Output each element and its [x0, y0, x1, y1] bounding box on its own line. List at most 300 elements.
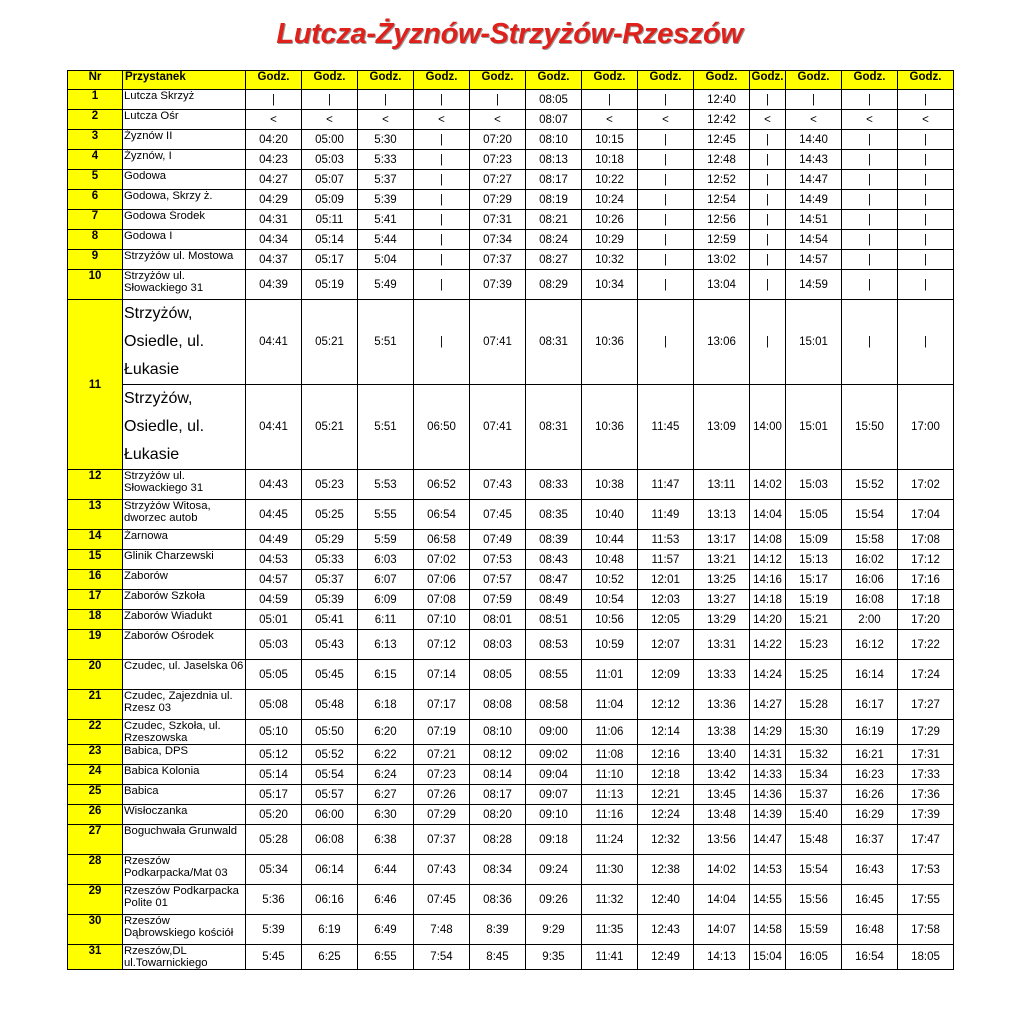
table-row — [68, 885, 954, 915]
departure-time: 04:27 — [246, 170, 302, 190]
departure-time: < — [582, 110, 638, 130]
departure-time: 09:07 — [526, 785, 582, 805]
departure-time: 11:06 — [582, 720, 638, 745]
departure-time: 15:13 — [786, 550, 842, 570]
departure-time: 6:27 — [358, 785, 414, 805]
departure-time: | — [638, 90, 694, 110]
departure-time: < — [302, 110, 358, 130]
departure-time: 06:14 — [302, 855, 358, 885]
departure-time: 15:17 — [786, 570, 842, 590]
table-row — [68, 250, 954, 270]
departure-time: 13:06 — [694, 300, 750, 385]
table-row — [68, 300, 954, 385]
departure-time: | — [750, 270, 786, 300]
departure-time: 07:12 — [414, 630, 470, 660]
departure-time: | — [414, 210, 470, 230]
departure-time: 14:43 — [786, 150, 842, 170]
departure-time: 07:34 — [470, 230, 526, 250]
stop-name: Strzyżów ul. Słowackiego 31 — [123, 470, 246, 500]
departure-time: 8:39 — [470, 915, 526, 945]
departure-time: 05:29 — [302, 530, 358, 550]
stop-number: 10 — [68, 270, 123, 300]
stop-name: Babica Kolonia — [123, 765, 246, 785]
departure-time: 10:59 — [582, 630, 638, 660]
departure-time: 13:45 — [694, 785, 750, 805]
departure-time: | — [638, 170, 694, 190]
departure-time: 14:00 — [750, 385, 786, 470]
departure-time: 6:07 — [358, 570, 414, 590]
departure-time: 7:54 — [414, 945, 470, 970]
header-time: Godz. — [750, 71, 786, 90]
table-row — [68, 190, 954, 210]
departure-time: 12:09 — [638, 660, 694, 690]
departure-time: 16:48 — [842, 915, 898, 945]
stop-name: Wisłoczanka — [123, 805, 246, 825]
departure-time: 05:21 — [302, 300, 358, 385]
departure-time: 18:05 — [898, 945, 954, 970]
stop-number: 17 — [68, 590, 123, 610]
departure-time: 16:17 — [842, 690, 898, 720]
table-row — [68, 270, 954, 300]
departure-time: | — [898, 150, 954, 170]
departure-time: 15:40 — [786, 805, 842, 825]
departure-time: 04:34 — [246, 230, 302, 250]
departure-time: < — [358, 110, 414, 130]
departure-time: 15:59 — [786, 915, 842, 945]
departure-time: 16:05 — [786, 945, 842, 970]
departure-time: 12:01 — [638, 570, 694, 590]
departure-time: | — [842, 270, 898, 300]
departure-time: 05:25 — [302, 500, 358, 530]
departure-time: 13:17 — [694, 530, 750, 550]
departure-time: 07:49 — [470, 530, 526, 550]
header-stop: Przystanek — [123, 71, 246, 90]
table-row — [68, 630, 954, 660]
departure-time: 17:55 — [898, 885, 954, 915]
stop-number: 24 — [68, 765, 123, 785]
header-time: Godz. — [582, 71, 638, 90]
departure-time: 2:00 — [842, 610, 898, 630]
departure-time: 08:12 — [470, 745, 526, 765]
stop-number: 27 — [68, 825, 123, 855]
departure-time: 14:07 — [694, 915, 750, 945]
departure-time: 12:21 — [638, 785, 694, 805]
departure-time: 6:15 — [358, 660, 414, 690]
departure-time: 14:04 — [750, 500, 786, 530]
header-time: Godz. — [638, 71, 694, 90]
departure-time: 13:09 — [694, 385, 750, 470]
departure-time: 07:02 — [414, 550, 470, 570]
departure-time: 11:13 — [582, 785, 638, 805]
table-row — [68, 90, 954, 110]
departure-time: 15:05 — [786, 500, 842, 530]
departure-time: 5:33 — [358, 150, 414, 170]
departure-time: 05:57 — [302, 785, 358, 805]
departure-time: | — [842, 300, 898, 385]
table-row — [68, 945, 954, 970]
departure-time: 10:34 — [582, 270, 638, 300]
departure-time: | — [750, 170, 786, 190]
departure-time: 15:28 — [786, 690, 842, 720]
departure-time: 09:04 — [526, 765, 582, 785]
departure-time: 05:11 — [302, 210, 358, 230]
departure-time: 11:30 — [582, 855, 638, 885]
departure-time: 14:47 — [786, 170, 842, 190]
departure-time: | — [638, 190, 694, 210]
departure-time: | — [842, 90, 898, 110]
stop-name: Czudec, Zajezdnia ul. Rzesz 03 — [123, 690, 246, 720]
departure-time: 16:29 — [842, 805, 898, 825]
stop-number: 31 — [68, 945, 123, 970]
departure-time: 15:21 — [786, 610, 842, 630]
table-row — [68, 130, 954, 150]
departure-time: 04:20 — [246, 130, 302, 150]
departure-time: 12:24 — [638, 805, 694, 825]
departure-time: 05:17 — [246, 785, 302, 805]
departure-time: 07:43 — [414, 855, 470, 885]
departure-time: 10:44 — [582, 530, 638, 550]
table-row — [68, 210, 954, 230]
stop-number: 14 — [68, 530, 123, 550]
departure-time: 10:32 — [582, 250, 638, 270]
departure-time: 04:31 — [246, 210, 302, 230]
departure-time: 16:43 — [842, 855, 898, 885]
departure-time: 10:18 — [582, 150, 638, 170]
departure-time: 05:08 — [246, 690, 302, 720]
departure-time: 14:04 — [694, 885, 750, 915]
departure-time: 05:01 — [246, 610, 302, 630]
departure-time: 5:39 — [358, 190, 414, 210]
stop-name: Strzyżów ul. Słowackiego 31 — [123, 270, 246, 300]
departure-time: 05:48 — [302, 690, 358, 720]
departure-time: 17:04 — [898, 500, 954, 530]
table-row — [68, 690, 954, 720]
departure-time: 08:10 — [526, 130, 582, 150]
table-row — [68, 825, 954, 855]
departure-time: 13:48 — [694, 805, 750, 825]
departure-time: 07:27 — [470, 170, 526, 190]
departure-time: 5:39 — [246, 915, 302, 945]
departure-time: 07:29 — [414, 805, 470, 825]
departure-time: 5:49 — [358, 270, 414, 300]
departure-time: < — [246, 110, 302, 130]
table-row — [68, 805, 954, 825]
departure-time: 06:50 — [414, 385, 470, 470]
departure-time: 07:26 — [414, 785, 470, 805]
departure-time: 16:12 — [842, 630, 898, 660]
departure-time: 12:05 — [638, 610, 694, 630]
departure-time: 08:35 — [526, 500, 582, 530]
departure-time: 15:25 — [786, 660, 842, 690]
departure-time: | — [638, 210, 694, 230]
departure-time: 5:59 — [358, 530, 414, 550]
departure-time: 13:11 — [694, 470, 750, 500]
departure-time: 05:09 — [302, 190, 358, 210]
stop-name: Strzyżów Witosa, dworzec autob — [123, 500, 246, 530]
departure-time: 12:14 — [638, 720, 694, 745]
departure-time: 05:05 — [246, 660, 302, 690]
table-row — [68, 855, 954, 885]
departure-time: 6:46 — [358, 885, 414, 915]
departure-time: 6:22 — [358, 745, 414, 765]
stop-number: 8 — [68, 230, 123, 250]
departure-time: 08:01 — [470, 610, 526, 630]
departure-time: 11:32 — [582, 885, 638, 915]
departure-time: 14:27 — [750, 690, 786, 720]
departure-time: | — [414, 170, 470, 190]
departure-time: 08:47 — [526, 570, 582, 590]
departure-time: 06:00 — [302, 805, 358, 825]
table-row — [68, 590, 954, 610]
departure-time: | — [898, 90, 954, 110]
departure-time: 16:06 — [842, 570, 898, 590]
departure-time: 14:12 — [750, 550, 786, 570]
departure-time: | — [638, 300, 694, 385]
departure-time: | — [898, 230, 954, 250]
departure-time: 04:23 — [246, 150, 302, 170]
departure-time: | — [842, 130, 898, 150]
departure-time: 04:41 — [246, 385, 302, 470]
departure-time: 07:59 — [470, 590, 526, 610]
table-row — [68, 915, 954, 945]
table-row — [68, 530, 954, 550]
departure-time: 14:02 — [750, 470, 786, 500]
departure-time: 04:49 — [246, 530, 302, 550]
departure-time: 06:16 — [302, 885, 358, 915]
stop-name: Strzyżów, Osiedle, ul. Łukasie — [123, 300, 246, 385]
departure-time: 14:31 — [750, 745, 786, 765]
departure-time: 12:56 — [694, 210, 750, 230]
departure-time: 05:07 — [302, 170, 358, 190]
stop-name: Zaborów Wiadukt — [123, 610, 246, 630]
departure-time: | — [414, 230, 470, 250]
stop-number: 11 — [68, 300, 123, 470]
departure-time: | — [898, 190, 954, 210]
departure-time: | — [842, 250, 898, 270]
stop-name: Żyznów II — [123, 130, 246, 150]
stop-number: 2 — [68, 110, 123, 130]
departure-time: 07:37 — [470, 250, 526, 270]
departure-time: 04:37 — [246, 250, 302, 270]
stop-name: Lutcza Ośr — [123, 110, 246, 130]
stop-name: Zaborów Ośrodek — [123, 630, 246, 660]
departure-time: 14:24 — [750, 660, 786, 690]
departure-time: | — [414, 90, 470, 110]
header-time: Godz. — [470, 71, 526, 90]
departure-time: 11:24 — [582, 825, 638, 855]
stop-name: Zaborów — [123, 570, 246, 590]
departure-time: | — [898, 270, 954, 300]
stop-number: 21 — [68, 690, 123, 720]
departure-time: 13:40 — [694, 745, 750, 765]
departure-time: | — [750, 130, 786, 150]
departure-time: 5:55 — [358, 500, 414, 530]
departure-time: 05:50 — [302, 720, 358, 745]
departure-time: 13:04 — [694, 270, 750, 300]
header-time: Godz. — [898, 71, 954, 90]
departure-time: 16:08 — [842, 590, 898, 610]
departure-time: 15:54 — [786, 855, 842, 885]
departure-time: 09:00 — [526, 720, 582, 745]
departure-time: 14:40 — [786, 130, 842, 150]
stop-name: Glinik Charzewski — [123, 550, 246, 570]
departure-time: 08:49 — [526, 590, 582, 610]
table-row — [68, 765, 954, 785]
departure-time: 17:24 — [898, 660, 954, 690]
table-row — [68, 570, 954, 590]
departure-time: 14:08 — [750, 530, 786, 550]
departure-time: 05:37 — [302, 570, 358, 590]
departure-time: 11:16 — [582, 805, 638, 825]
departure-time: 5:37 — [358, 170, 414, 190]
departure-time: 04:29 — [246, 190, 302, 210]
departure-time: 08:08 — [470, 690, 526, 720]
departure-time: | — [638, 250, 694, 270]
departure-time: 08:19 — [526, 190, 582, 210]
departure-time: 11:35 — [582, 915, 638, 945]
departure-time: 17:12 — [898, 550, 954, 570]
departure-time: 08:51 — [526, 610, 582, 630]
departure-time: 08:28 — [470, 825, 526, 855]
departure-time: 12:49 — [638, 945, 694, 970]
departure-time: < — [786, 110, 842, 130]
departure-time: 11:45 — [638, 385, 694, 470]
departure-time: 11:47 — [638, 470, 694, 500]
departure-time: | — [638, 150, 694, 170]
departure-time: | — [750, 90, 786, 110]
departure-time: 06:58 — [414, 530, 470, 550]
departure-time: 16:19 — [842, 720, 898, 745]
departure-time: 6:19 — [302, 915, 358, 945]
stop-name: Lutcza Skrzyż — [123, 90, 246, 110]
header-time: Godz. — [526, 71, 582, 90]
departure-time: 12:12 — [638, 690, 694, 720]
departure-time: 08:05 — [526, 90, 582, 110]
departure-time: 9:29 — [526, 915, 582, 945]
departure-time: 6:38 — [358, 825, 414, 855]
departure-time: 08:31 — [526, 385, 582, 470]
departure-time: 11:04 — [582, 690, 638, 720]
departure-time: 14:59 — [786, 270, 842, 300]
stop-number: 18 — [68, 610, 123, 630]
departure-time: 13:36 — [694, 690, 750, 720]
departure-time: 14:22 — [750, 630, 786, 660]
departure-time: 08:10 — [470, 720, 526, 745]
departure-time: | — [842, 230, 898, 250]
departure-time: 09:10 — [526, 805, 582, 825]
departure-time: 13:21 — [694, 550, 750, 570]
departure-time: 15:54 — [842, 500, 898, 530]
header-time: Godz. — [414, 71, 470, 90]
table-row — [68, 745, 954, 765]
table-row — [68, 150, 954, 170]
departure-time: 15:03 — [786, 470, 842, 500]
stop-name: Godowa Środek — [123, 210, 246, 230]
departure-time: 12:03 — [638, 590, 694, 610]
departure-time: 5:51 — [358, 385, 414, 470]
header-time: Godz. — [694, 71, 750, 90]
departure-time: 05:03 — [302, 150, 358, 170]
departure-time: 5:51 — [358, 300, 414, 385]
departure-time: | — [470, 90, 526, 110]
departure-time: 13:31 — [694, 630, 750, 660]
departure-time: 07:17 — [414, 690, 470, 720]
stop-number: 28 — [68, 855, 123, 885]
departure-time: 14:57 — [786, 250, 842, 270]
header-time: Godz. — [358, 71, 414, 90]
stop-name: Rzeszów Podkarpacka Polite 01 — [123, 885, 246, 915]
departure-time: 04:53 — [246, 550, 302, 570]
departure-time: 05:39 — [302, 590, 358, 610]
departure-time: 07:43 — [470, 470, 526, 500]
departure-time: 07:20 — [470, 130, 526, 150]
departure-time: 07:37 — [414, 825, 470, 855]
departure-time: 09:18 — [526, 825, 582, 855]
stop-number: 22 — [68, 720, 123, 745]
stop-name: Godowa I — [123, 230, 246, 250]
departure-time: 07:19 — [414, 720, 470, 745]
departure-time: 08:55 — [526, 660, 582, 690]
departure-time: 6:13 — [358, 630, 414, 660]
departure-time: 6:25 — [302, 945, 358, 970]
stop-name: Żarnowa — [123, 530, 246, 550]
table-row — [68, 230, 954, 250]
departure-time: 11:10 — [582, 765, 638, 785]
departure-time: 05:17 — [302, 250, 358, 270]
departure-time: 12:40 — [638, 885, 694, 915]
departure-time: 5:53 — [358, 470, 414, 500]
stop-number: 12 — [68, 470, 123, 500]
departure-time: | — [414, 150, 470, 170]
stop-name: Babica — [123, 785, 246, 805]
header-time: Godz. — [786, 71, 842, 90]
departure-time: 17:27 — [898, 690, 954, 720]
departure-time: 14:36 — [750, 785, 786, 805]
stop-number: 23 — [68, 745, 123, 765]
departure-time: 05:33 — [302, 550, 358, 570]
departure-time: 15:56 — [786, 885, 842, 915]
departure-time: 08:03 — [470, 630, 526, 660]
departure-time: 04:59 — [246, 590, 302, 610]
departure-time: | — [750, 230, 786, 250]
departure-time: 05:45 — [302, 660, 358, 690]
departure-time: | — [842, 210, 898, 230]
stop-number: 6 — [68, 190, 123, 210]
departure-time: 15:01 — [786, 385, 842, 470]
departure-time: 16:54 — [842, 945, 898, 970]
departure-time: 6:44 — [358, 855, 414, 885]
departure-time: 14:51 — [786, 210, 842, 230]
stop-number: 5 — [68, 170, 123, 190]
departure-time: 14:18 — [750, 590, 786, 610]
departure-time: 10:26 — [582, 210, 638, 230]
departure-time: 09:26 — [526, 885, 582, 915]
departure-time: 12:16 — [638, 745, 694, 765]
departure-time: 10:29 — [582, 230, 638, 250]
timetable — [67, 70, 954, 970]
departure-time: 10:40 — [582, 500, 638, 530]
stop-number: 13 — [68, 500, 123, 530]
departure-time: 04:39 — [246, 270, 302, 300]
departure-time: 14:47 — [750, 825, 786, 855]
departure-time: | — [414, 190, 470, 210]
departure-time: 08:27 — [526, 250, 582, 270]
departure-time: | — [898, 210, 954, 230]
departure-time: 9:35 — [526, 945, 582, 970]
departure-time: 10:52 — [582, 570, 638, 590]
departure-time: 5:44 — [358, 230, 414, 250]
departure-time: 13:56 — [694, 825, 750, 855]
